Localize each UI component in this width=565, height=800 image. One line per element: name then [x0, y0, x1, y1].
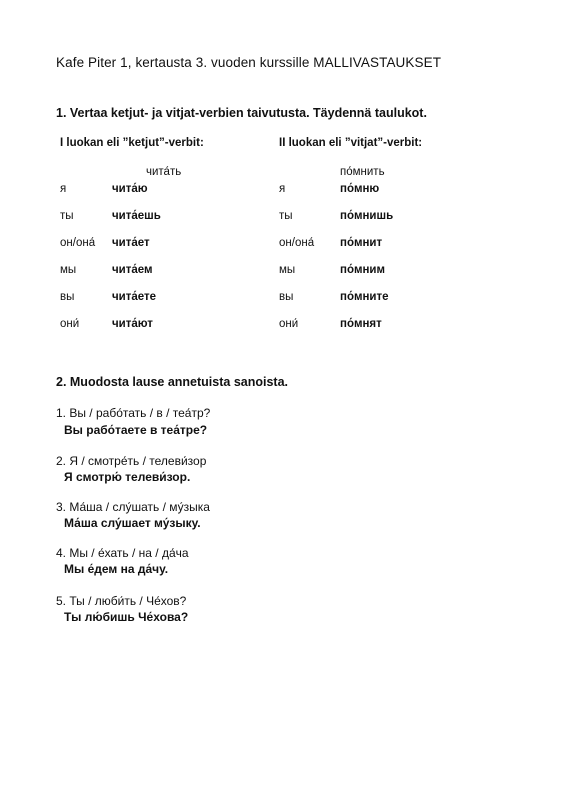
right-pronoun: они́: [279, 318, 299, 330]
table-right-header: II luokan eli ”vitjat”-verbit:: [279, 137, 423, 149]
right-pronoun: он/она́: [279, 237, 315, 249]
exercise-answer: Я смотрю́ телеви́зор.: [64, 470, 191, 484]
right-form: по́мните: [340, 291, 389, 303]
table-left-header: I luokan eli ”ketjut”-verbit:: [60, 137, 204, 149]
exercise-task: 1. Вы / рабо́тать / в / теа́тр?: [56, 406, 211, 420]
right-pronoun: я: [279, 183, 286, 195]
right-pronoun: мы: [279, 264, 296, 276]
exercise-task: 4. Мы / е́хать / на / да́ча: [56, 546, 189, 560]
exercise-task: 3. Ма́ша / слу́шать / му́зыка: [56, 500, 210, 514]
left-form: чита́ешь: [112, 210, 161, 222]
right-form: по́мнишь: [340, 210, 394, 222]
left-form: чита́ете: [112, 291, 157, 303]
section-2-heading: 2. Muodosta lause annetuista sanoista.: [56, 375, 289, 389]
document-title: Kafe Piter 1, kertausta 3. vuoden kurssille MALLIVASTAUKSET: [56, 55, 442, 70]
left-form: чита́ют: [112, 318, 153, 330]
right-form: по́мню: [340, 183, 380, 195]
right-form: по́мнят: [340, 318, 382, 330]
right-verb-infinitive: по́мнить: [340, 166, 385, 178]
right-form: по́мнит: [340, 237, 383, 249]
exercise-answer: Мы е́дем на да́чу.: [64, 562, 169, 576]
section-1-heading: 1. Vertaa ketjut- ja vitjat-verbien taivutusta. Täydennä taulukot.: [56, 106, 427, 120]
left-form: чита́ет: [112, 237, 150, 249]
left-pronoun: он/она́: [60, 237, 96, 249]
left-verb-infinitive: чита́ть: [146, 166, 182, 178]
exercise-answer: Ты лю́бишь Че́хова?: [64, 610, 189, 624]
left-pronoun: они́: [60, 318, 80, 330]
left-form: чита́ю: [112, 183, 148, 195]
left-pronoun: ты: [60, 210, 74, 222]
left-pronoun: вы: [60, 291, 75, 303]
left-pronoun: мы: [60, 264, 77, 276]
right-pronoun: ты: [279, 210, 293, 222]
exercise-task: 2. Я / смотре́ть / телеви́зор: [56, 454, 207, 468]
right-pronoun: вы: [279, 291, 294, 303]
right-form: по́мним: [340, 264, 386, 276]
exercise-task: 5. Ты / люби́ть / Че́хов?: [56, 594, 187, 608]
left-pronoun: я: [60, 183, 67, 195]
exercise-answer: Ма́ша слу́шает му́зыку.: [64, 516, 201, 530]
left-form: чита́ем: [112, 264, 153, 276]
exercise-answer: Вы рабо́таете в теа́тре?: [64, 423, 208, 437]
